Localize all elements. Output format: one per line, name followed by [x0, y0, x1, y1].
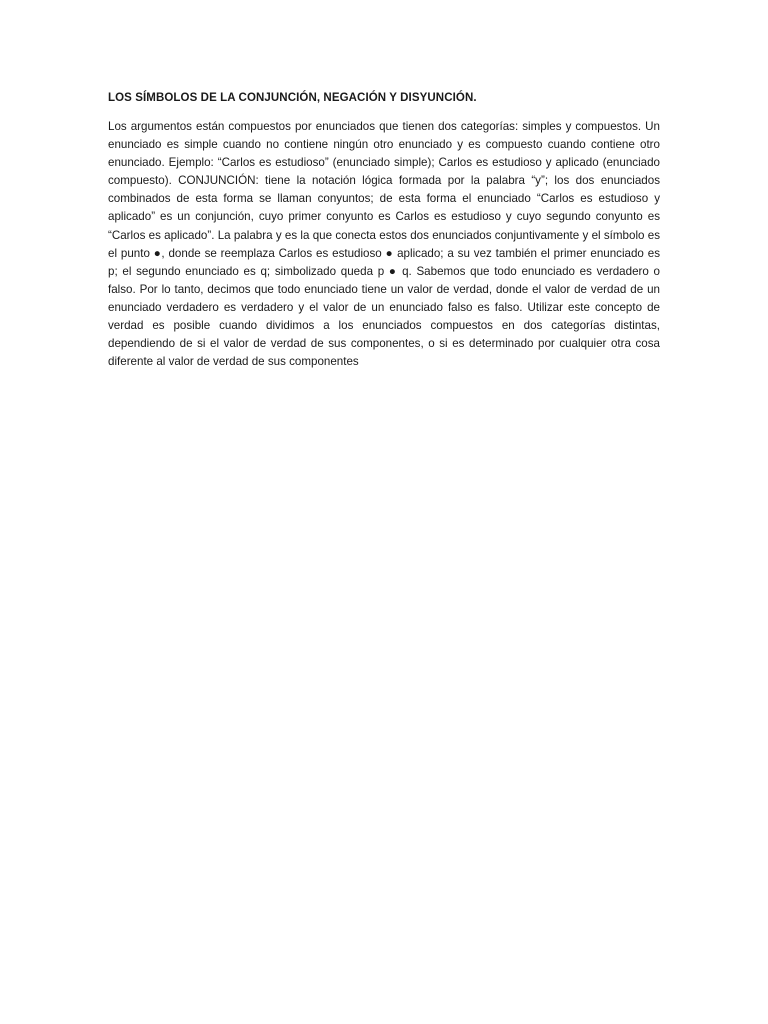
document-title: LOS SÍMBOLOS DE LA CONJUNCIÓN, NEGACIÓN Y DISYUNCIÓN.: [108, 92, 477, 104]
document-paragraph: Los argumentos están compuestos por enunciados que tienen dos categorías: simples y compuestos. Un enunciado es simple cuando no contiene ningún otro enunciado y es compuesto cuando contiene otro enunciado. Ejemplo: “Carlos es estudioso” (enunciado simple); Carlos es estudioso y aplicado (enunciado compuesto). CONJUNCIÓN: tiene la notación lógica formada por la palabra “y”; los dos enunciados combinados de esta forma se llaman conyuntos; de esta forma el enunciado “Carlos es estudioso y aplicado” es un conjunción, cuyo primer conyunto es Carlos es estudioso y cuyo segundo conyunto es “Carlos es aplicado”. La palabra y es la que conecta estos dos enunciados conjuntivamente y el símbolo es el punto ●, donde se reemplaza Carlos es estudioso ● aplicado; a su vez también el primer enunciado es p; el segundo enunciado es q; simbolizado queda p ● q. Sabemos que todo enunciado es verdadero o falso. Por lo tanto, decimos que todo enunciado tiene un valor de verdad, donde el valor de verdad de un enunciado verdadero es verdadero y el valor de un enunciado falso es falso. Utilizar este concepto de verdad es posible cuando dividimos a los enunciados compuestos en dos categorías distintas, dependiendo de si el valor de verdad de sus componentes, o si es determinado por cualquier otra cosa diferente al valor de verdad de sus componentes: [108, 120, 660, 369]
document-content: [108, 92, 660, 371]
